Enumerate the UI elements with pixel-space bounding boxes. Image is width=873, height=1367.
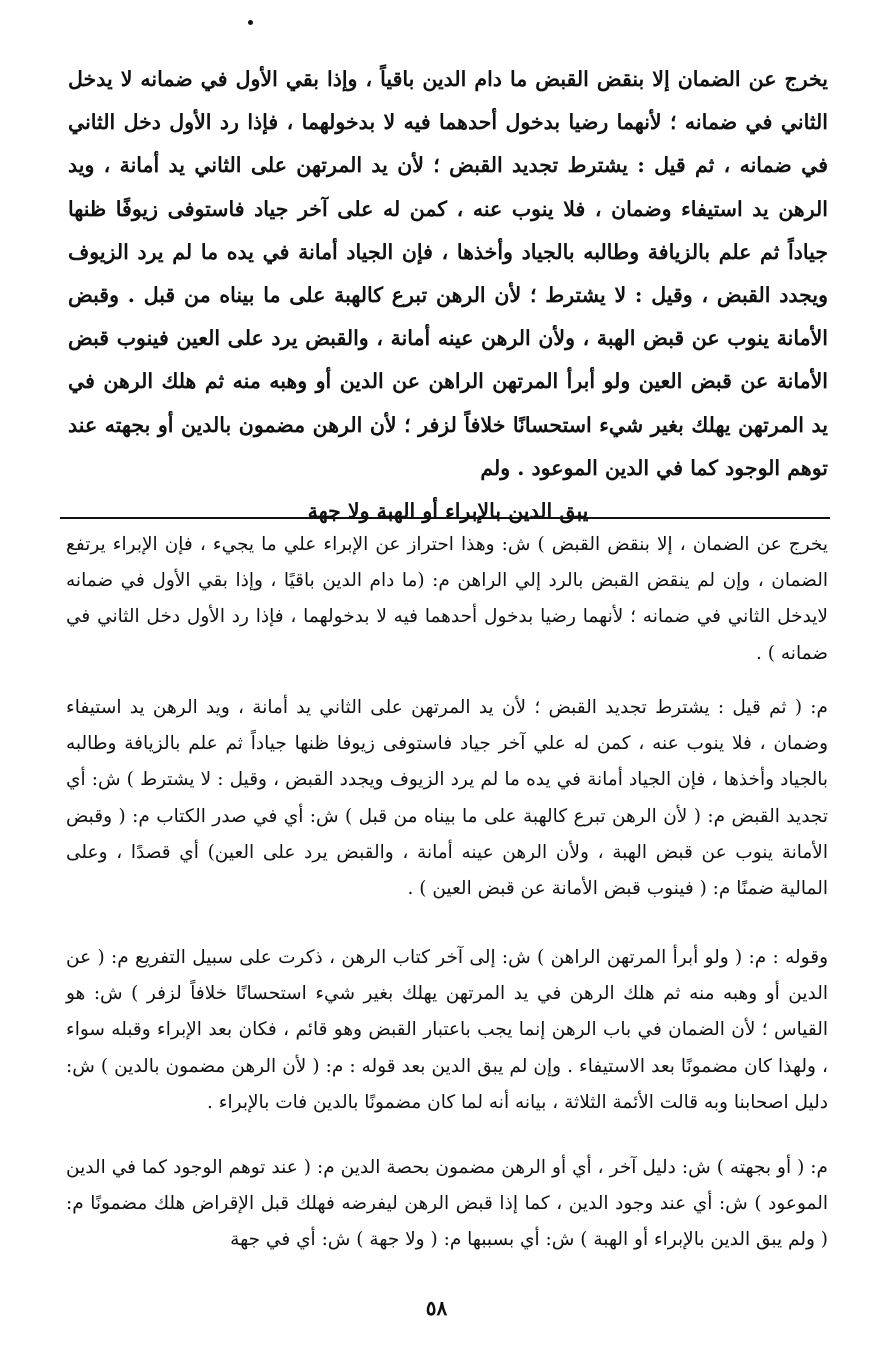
sharh-paragraph-text: م: ( أو بجهته ) ش: دليل آخر ، أي أو الرهن مضمون بحصة الدين م: ( عند توهم الوجود كما في الدين الموعود ) ش: أي عند وجود الدين ، كما إذا قبض الرهن ليفرضه فهلك قبل الإقراض هلك مضمونًا م: ( ولم يبق الدين بالإبراء أو الهبة ) ش: أي بسببها م: ( ولا جهة ) ش: أي في جهة [66, 1157, 828, 1251]
page-number: ٥٨ [425, 1296, 448, 1320]
sharh-paragraph-1 [66, 527, 828, 672]
sharh-paragraph-2 [66, 690, 828, 907]
ink-dot [248, 20, 253, 25]
sharh-paragraph-4 [66, 1150, 828, 1259]
sharh-paragraph-text: يخرج عن الضمان ، إلا بنقض القبض ) ش: وهذا احتراز عن الإبراء علي ما يجيء ، فإن الإبراء يرتفع الضمان ، وإن لم ينقض القبض بالرد إلي الراهن م: (ما دام الدين باقيًا ، وإذا بقي الأول في ضمانه لايدخل الثاني في ضمانه ؛ لأنهما رضيا بدخول أحدهما فيه لا بدخولهما ، فإذا رد الأول دخل الثاني في ضمانه ) . [66, 534, 828, 664]
matn-last-line: يبق الدين بالإبراء أو الهبة ولا جهة [307, 499, 589, 524]
matn-sharh-divider [60, 517, 830, 519]
matn-text [68, 58, 828, 533]
sharh-paragraph-text: وقوله : م: ( ولو أبرأ المرتهن الراهن ) ش: إلى آخر كتاب الرهن ، ذكرت على سبيل التفريع م: ( عن الدين أو وهبه منه ثم هلك الرهن في يد المرتهن يهلك بغير شيء استحسانًا خلافاً لزفر ) ش: هو القياس ؛ لأن الضمان في باب الرهن إنما يجب باعتبار القبض وهو قائم ، فكان بعد الإبراء وقبله سواء ، ولهذا كان مضمونًا بعد الاستيفاء . وإن لم يبق الدين بعد قوله : م: ( لأن الرهن مضمون بالدين ) ش: دليل اصحابنا وبه قالت الأئمة الثلاثة ، بيانه أنه لما كان مضمونًا بالدين فات بالإبراء . [66, 947, 828, 1113]
sharh-paragraph-3 [66, 940, 828, 1121]
sharh-paragraph-text: م: ( ثم قيل : يشترط تجديد القبض ؛ لأن يد المرتهن على الثاني يد أمانة ، ويد الرهن يد استيفاء وضمان ، فلا ينوب عنه ، كمن له علي آخر جياد فاستوفى زيوفا ظنها جياداً ثم علم بالزيافة وطالبه بالجياد وأخذها ، فإن الجياد أمانة في يده ما لم يرد الزيوف ويجدد القبض ، وقيل : لا يشترط ) ش: أي تجديد القبض م: ( لأن الرهن تبرع كالهبة على ما بيناه من قبل ) ش: أي في صدر الكتاب م: ( وقبض الأمانة ينوب عن قبض الهبة ، ولأن الرهن عينه أمانة ، والقبض يرد على العين) أي قصدًا ، وعلى المالية ضمنًا م: ( فينوب قبض الأمانة عن قبض العين ) . [66, 697, 828, 900]
matn-body: يخرج عن الضمان إلا بنقض القبض ما دام الدين باقياً ، وإذا بقي الأول في ضمانه لا يدخل الثاني في ضمانه ؛ لأنهما رضيا بدخول أحدهما فيه لا بدخولهما ، فإذا رد الأول دخل الثاني في ضمانه ، ثم قيل : يشترط تجديد القبض ؛ لأن يد المرتهن على الثاني يد أمانة ، ويد الرهن يد استيفاء وضمان ، فلا ينوب عنه ، كمن له على آخر جياد فاستوفى زيوفًا ظنها جياداً ثم علم بالزيافة وطالبه بالجياد وأخذها ، فإن الجياد أمانة في يده ما لم يرد الزيوف ويجدد القبض ، وقيل : لا يشترط ؛ لأن الرهن تبرع كالهبة على ما بيناه من قبل . وقبض الأمانة ينوب عن قبض الهبة ، ولأن الرهن عينه أمانة ، والقبض يرد على العين فينوب قبض الأمانة عن قبض العين ولو أبرأ المرتهن الراهن عن الدين أو وهبه منه ثم هلك الرهن في يد المرتهن يهلك بغير شيء استحسانًا خلافاً لزفر ؛ لأن الرهن مضمون بالدين أو بجهته عند توهم الوجود كما في الدين الموعود . ولم [68, 67, 828, 480]
